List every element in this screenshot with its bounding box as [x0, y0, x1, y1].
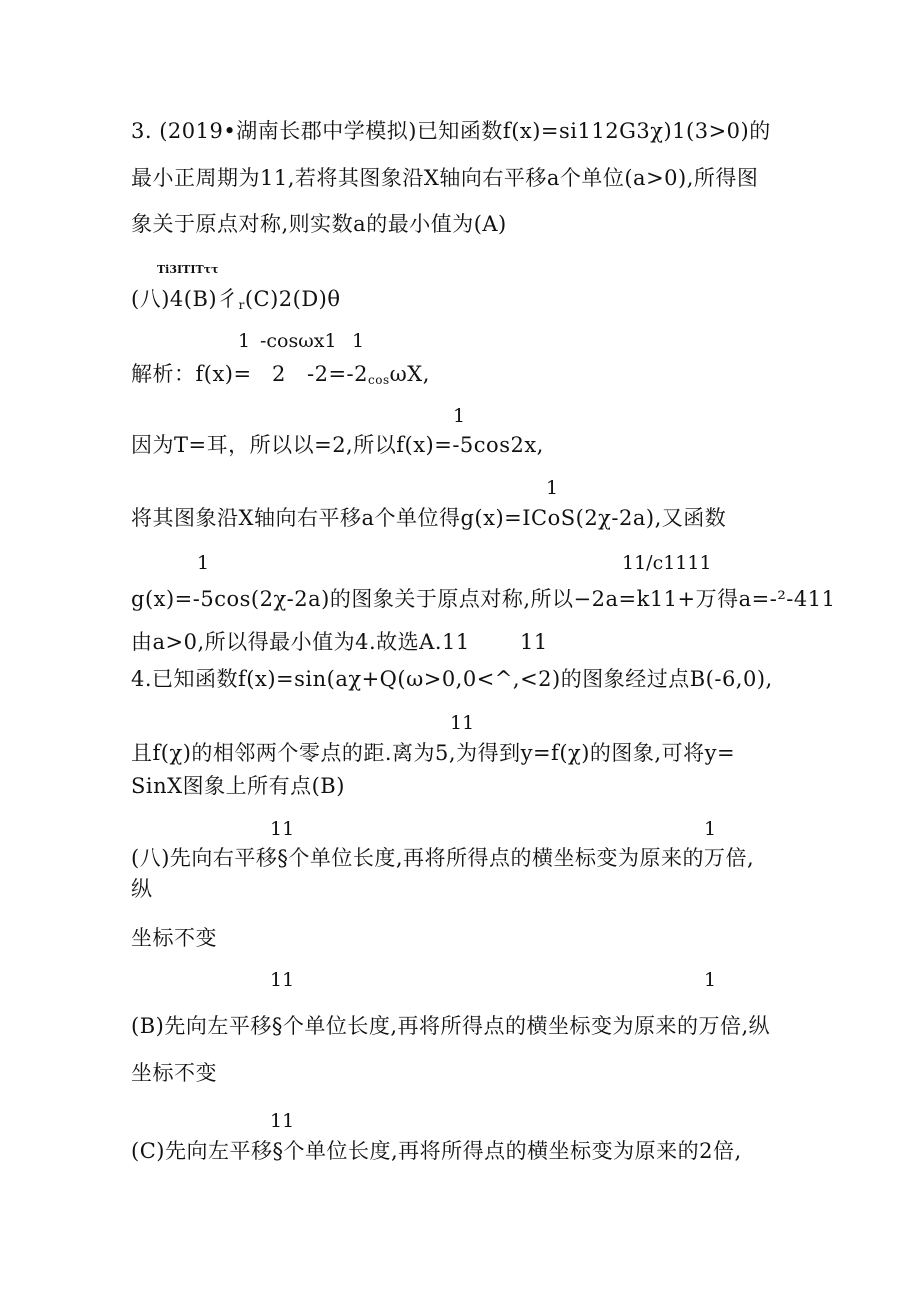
g-function-line: g(x)=-5cos(2χ-2a)的图象关于原点对称,所以−2a=k11+万得a=-²-411 — [131, 587, 836, 611]
solution-expression — [307, 362, 430, 392]
solution-numerator-b: -cosωx1 — [260, 330, 337, 352]
problem4-statement-line2: 且f(χ)的相邻两个零点的距.离为5,为得到y=f(χ)的图象,可将y= — [131, 741, 736, 765]
conclusion-tail: 11 — [520, 630, 548, 654]
solution-numerator-c: 1 — [352, 330, 365, 352]
optionA-line: (八)先向右平移§个单位长度,再将所得点的横坐标变为原来的万倍, — [131, 846, 755, 870]
problem3-tiny-label: Ti3ITITττ — [157, 263, 219, 276]
optionB-continuation: 坐标不变 — [131, 1061, 217, 1085]
g-fraction-numerator-right: 11∕c1111 — [622, 552, 712, 574]
optionA-wrap: 纵 — [131, 877, 153, 901]
problem4-statement-line3: SinX图象上所有点(B) — [131, 774, 345, 798]
problem3-statement-line1: 3. (2019•湖南长郡中学模拟)已知函数f(x)=si112G3χ)1(3>0)的 — [131, 119, 771, 143]
shift-line: 将其图象沿X轴向右平移a个单位得g(x)=ICoS(2χ-2a),又函数 — [131, 506, 727, 530]
g-fraction-numerator-left: 1 — [197, 552, 210, 574]
problem3-options-tail: (C)2(D)θ — [244, 287, 341, 311]
optionB-numerator-right: 1 — [704, 969, 717, 991]
problem4-statement-line1: 4.已知函数f(x)=sin(aχ+Q(ω>0,0<^,<2)的图象经过点B(-6,0), — [131, 667, 773, 691]
solution-prefix: 解析：f(x)= — [131, 362, 252, 386]
solution-mid: -2=-2 — [307, 362, 369, 386]
problem3-options — [131, 287, 341, 317]
problem4-fraction-numerator: 11 — [450, 712, 475, 734]
problem3-options-sub: r — [238, 298, 245, 312]
optionB-line: (B)先向左平移§个单位长度,再将所得点的横坐标变为原来的万倍,纵 — [131, 1014, 771, 1038]
problem3-statement-line3: 象关于原点对称,则实数a的最小值为(A) — [131, 212, 507, 236]
optionA-numerator-left: 11 — [270, 818, 295, 840]
problem3-statement-line2: 最小正周期为11,若将其图象沿X轴向右平移a个单位(a>0),所得图 — [131, 166, 759, 190]
because-line: 因为T=耳，所以以=2,所以f(x)=-5cos2x, — [131, 433, 544, 457]
optionA-numerator-right: 1 — [704, 818, 717, 840]
solution-denominator: 2 — [272, 362, 286, 386]
optionB-numerator-left: 11 — [270, 969, 295, 991]
conclusion-line: 由a>0,所以得最小值为4.故选A.11 — [131, 630, 470, 654]
optionA-continuation: 坐标不变 — [131, 926, 217, 950]
optionC-line: (C)先向左平移§个单位长度,再将所得点的横坐标变为原来的2倍, — [131, 1139, 742, 1163]
solution-numerator-a: 1 — [238, 330, 251, 352]
solution-tail: ωX, — [389, 362, 430, 386]
problem3-options-head: (八)4(B)彳 — [131, 287, 239, 311]
optionC-numerator-left: 11 — [270, 1110, 295, 1132]
because-fraction-numerator: 1 — [453, 405, 466, 427]
shift-fraction-numerator: 1 — [546, 477, 559, 499]
solution-cos-sub: cos — [368, 373, 390, 387]
